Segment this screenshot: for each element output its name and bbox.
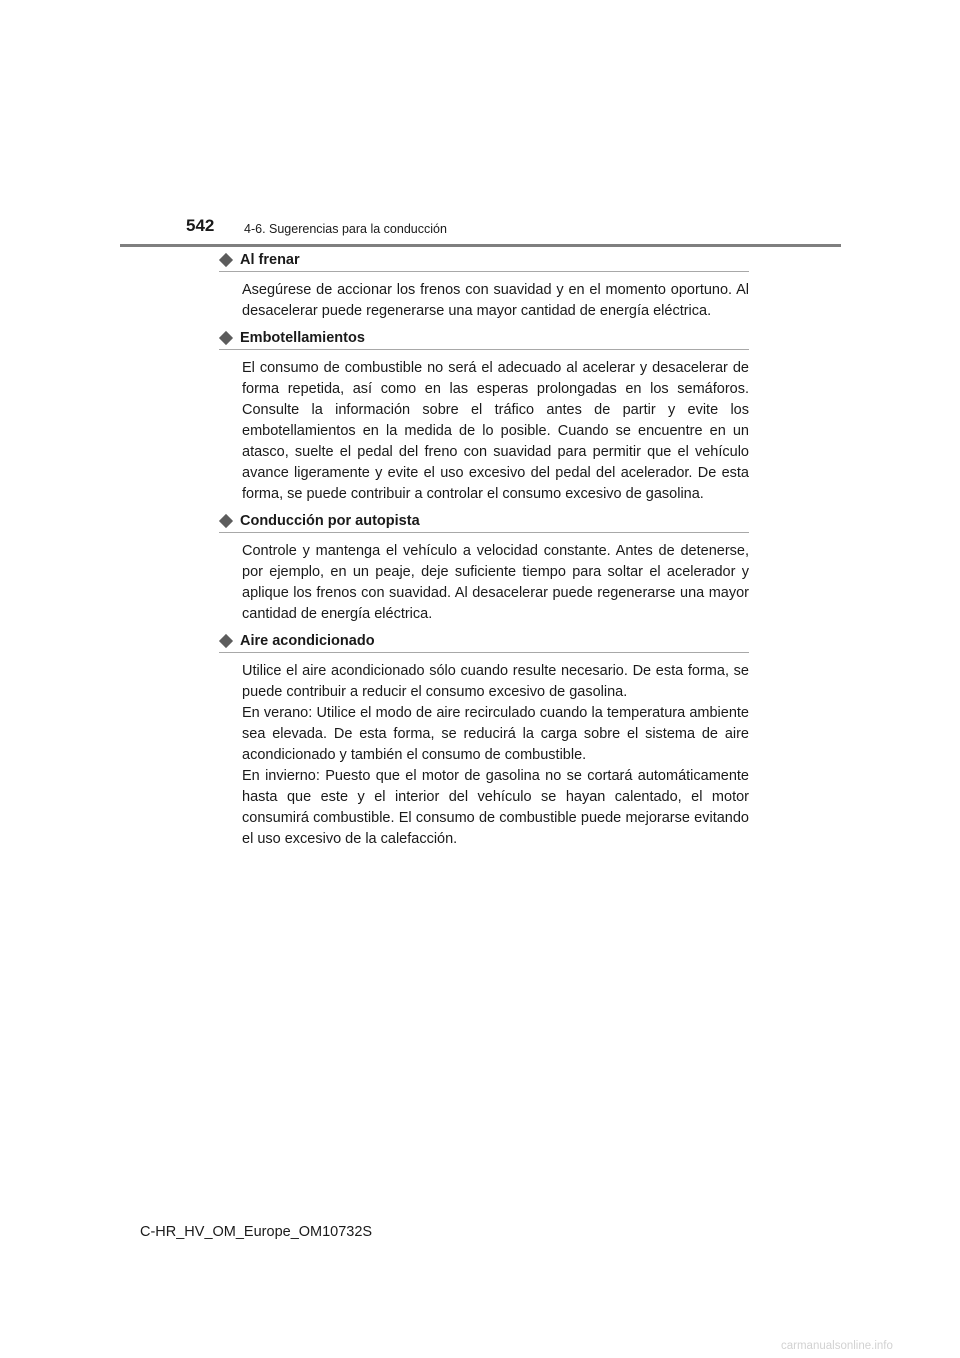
header-rule [120, 244, 841, 247]
diamond-bullet-icon [219, 253, 233, 267]
subsection-heading [219, 252, 749, 272]
subsection-title: Conducción por autopista [240, 513, 420, 529]
watermark: carmanualsonline.info [781, 1340, 893, 1352]
paragraph: El consumo de combustible no será el adecuado al acelerar y desacelerar de forma repetida, así como en las esperas prolongadas en los semáforos. Consulte la información sobre el tráfico antes de partir y evite los embotellamientos en la medida de lo posible. Cuando se encuentre en un atasco, suelte el pedal del freno con suavidad para permitir que el vehículo avance ligeramente y evite el uso excesivo del pedal del acelerador. De esta forma, se puede contribuir a controlar el consumo excesivo de gasolina. [242, 360, 749, 502]
footer-doc-code: C-HR_HV_OM_Europe_OM10732S [140, 1224, 373, 1240]
paragraph: Asegúrese de accionar los frenos con suavidad y en el momento oportuno. Al desacelerar puede regenerarse una mayor cantidad de energía eléctrica. [242, 282, 749, 319]
diamond-bullet-icon [219, 331, 233, 345]
paragraph: Controle y mantenga el vehículo a velocidad constante. Antes de detenerse, por ejemplo, en un peaje, deje suficiente tiempo para soltar el acelerador y aplique los frenos con suavidad. Al desacelerar puede regenerarse una mayor cantidad de energía eléctrica. [242, 543, 749, 622]
diamond-bullet-icon [219, 634, 233, 648]
subsection-heading [219, 513, 749, 533]
subsection-embotellamientos [219, 330, 749, 505]
subsection-title: Al frenar [240, 252, 300, 268]
subsection-title: Aire acondicionado [240, 633, 375, 649]
paragraph: Utilice el aire acondicionado sólo cuando resulte necesario. De esta forma, se puede contribuir a reducir el consumo excesivo de gasolina. [242, 663, 749, 700]
paragraph: En invierno: Puesto que el motor de gasolina no se cortará automáticamente hasta que este y el interior del vehículo se hayan calentado, el motor consumirá combustible. El consumo de combustible puede mejorarse evitando el uso excesivo de la calefacción. [242, 768, 749, 847]
subsection-title: Embotellamientos [240, 330, 365, 346]
subsection-aire-acondicionado [219, 633, 749, 850]
content [219, 252, 749, 858]
paragraph: En verano: Utilice el modo de aire recirculado cuando la temperatura ambiente sea elevada. De esta forma, se reducirá la carga sobre el sistema de aire acondicionado y también el consumo de combustible. [242, 705, 749, 763]
subsection-al-frenar [219, 252, 749, 322]
subsection-conduccion-autopista [219, 513, 749, 625]
subsection-heading [219, 330, 749, 350]
page-number: 542 [186, 216, 215, 235]
subsection-heading [219, 633, 749, 653]
diamond-bullet-icon [219, 514, 233, 528]
section-title: 4-6. Sugerencias para la conducción [244, 222, 447, 236]
